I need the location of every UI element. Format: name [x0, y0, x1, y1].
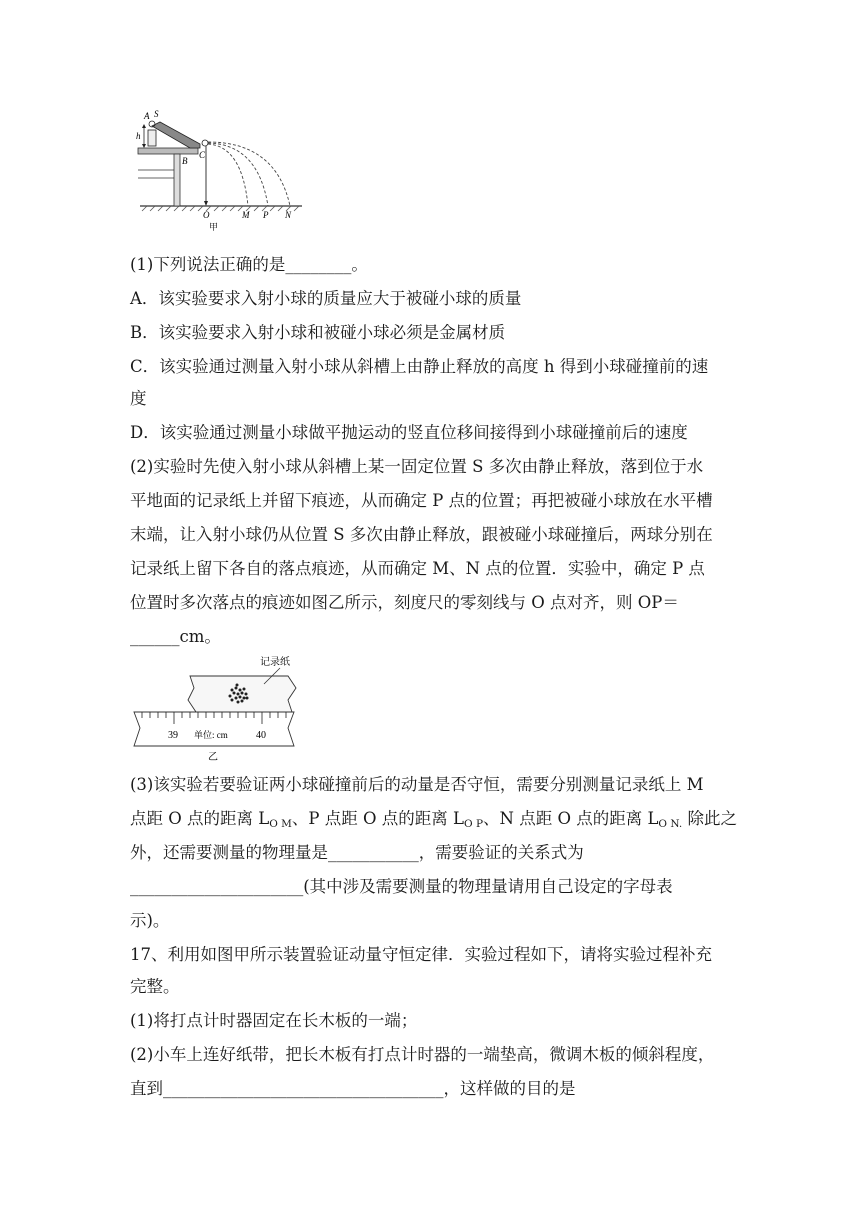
label-C: C [199, 150, 206, 160]
ruler-tick-39: 39 [168, 730, 178, 741]
ruler-tick-40: 40 [256, 730, 266, 741]
label-N: N [285, 210, 292, 220]
q1-option-b: B．该实验要求入射小球和被碰小球必须是金属材质 [130, 323, 506, 342]
subscript-om: O M [269, 818, 292, 830]
label-O: O [203, 210, 210, 220]
figure-caption-jia: 甲 [209, 222, 219, 232]
q17-line2: 完整。 [130, 977, 180, 996]
label-h: h [136, 131, 141, 141]
label-A: A [144, 111, 150, 121]
q3-line5: 示)。 [130, 911, 170, 930]
q3-line2-part-c: 、N 点距 O 点的距离 L [483, 809, 659, 828]
q1-stem: (1)下列说法正确的是________。 [130, 255, 368, 274]
q1-option-d: D．该实验通过测量小球做平抛运动的竖直位移间接得到小球碰撞前后的速度 [130, 423, 688, 442]
q3-line3: 外，还需要测量的物理量是___________，需要验证的关系式为 [130, 843, 584, 862]
q3-line2 [130, 808, 750, 835]
q17-step2-line2: 直到__________________________________，这样做的目的是 [130, 1079, 576, 1098]
q2-line6: ______cm。 [130, 627, 221, 646]
label-S: S [154, 109, 159, 119]
figure-yi [128, 654, 300, 766]
q2-line4: 记录纸上留下各自的落点痕迹，从而确定 M、N 点的位置．实验中，确定 P 点 [130, 559, 705, 578]
q17-step1: (1)将打点计时器固定在长木板的一端； [130, 1011, 418, 1030]
label-P: P [263, 210, 269, 220]
q3-line1: (3)该实验若要验证两小球碰撞前后的动量是否守恒，需要分别测量记录纸上 M [130, 775, 704, 794]
q3-line2-part-a: 点距 O 点的距离 L [130, 809, 270, 828]
q3-line2-part-b: 、P 点距 O 点的距离 L [291, 809, 464, 828]
figure-caption-yi: 乙 [208, 752, 218, 763]
q3-line4: _____________________(其中涉及需要测量的物理量请用自己设定的字母表 [130, 877, 673, 896]
subscript-on: O N. [658, 818, 683, 830]
q17-step2-line1: (2)小车上连好纸带，把长木板有打点计时器的一端垫高，微调木板的倾斜程度， [130, 1045, 715, 1064]
ruler-unit: 单位: cm [194, 730, 228, 740]
subscript-op: O P [464, 818, 484, 830]
q1-option-a: A．该实验要求入射小球的质量应大于被碰小球的质量 [130, 289, 522, 308]
paper-label: 记录纸 [260, 657, 290, 668]
figure-jia [130, 108, 310, 234]
q1-option-c-line1: C．该实验通过测量入射小球从斜槽上由静止释放的高度 h 得到小球碰撞前的速 [130, 357, 709, 376]
label-M: M [242, 210, 250, 220]
q3-line2-part-d: 除此之 [682, 809, 737, 828]
q2-line5: 位置时多次落点的痕迹如图乙所示，刻度尺的零刻线与 O 点对齐，则 OP＝ [130, 593, 679, 612]
q2-line2: 平地面的记录纸上并留下痕迹，从而确定 P 点的位置；再把被碰小球放在水平槽 [130, 491, 713, 510]
q2-line1: (2)实验时先使入射小球从斜槽上某一固定位置 S 多次由静止释放，落到位于水 [130, 457, 704, 476]
q17-line1: 17、利用如图甲所示装置验证动量守恒定律．实验过程如下，请将实验过程补充 [130, 945, 712, 964]
q2-line3: 末端，让入射小球仍从位置 S 多次由静止释放，跟被碰小球碰撞后，两球分别在 [130, 525, 713, 544]
q1-option-c-line2: 度 [130, 389, 147, 408]
label-B: B [182, 156, 188, 166]
